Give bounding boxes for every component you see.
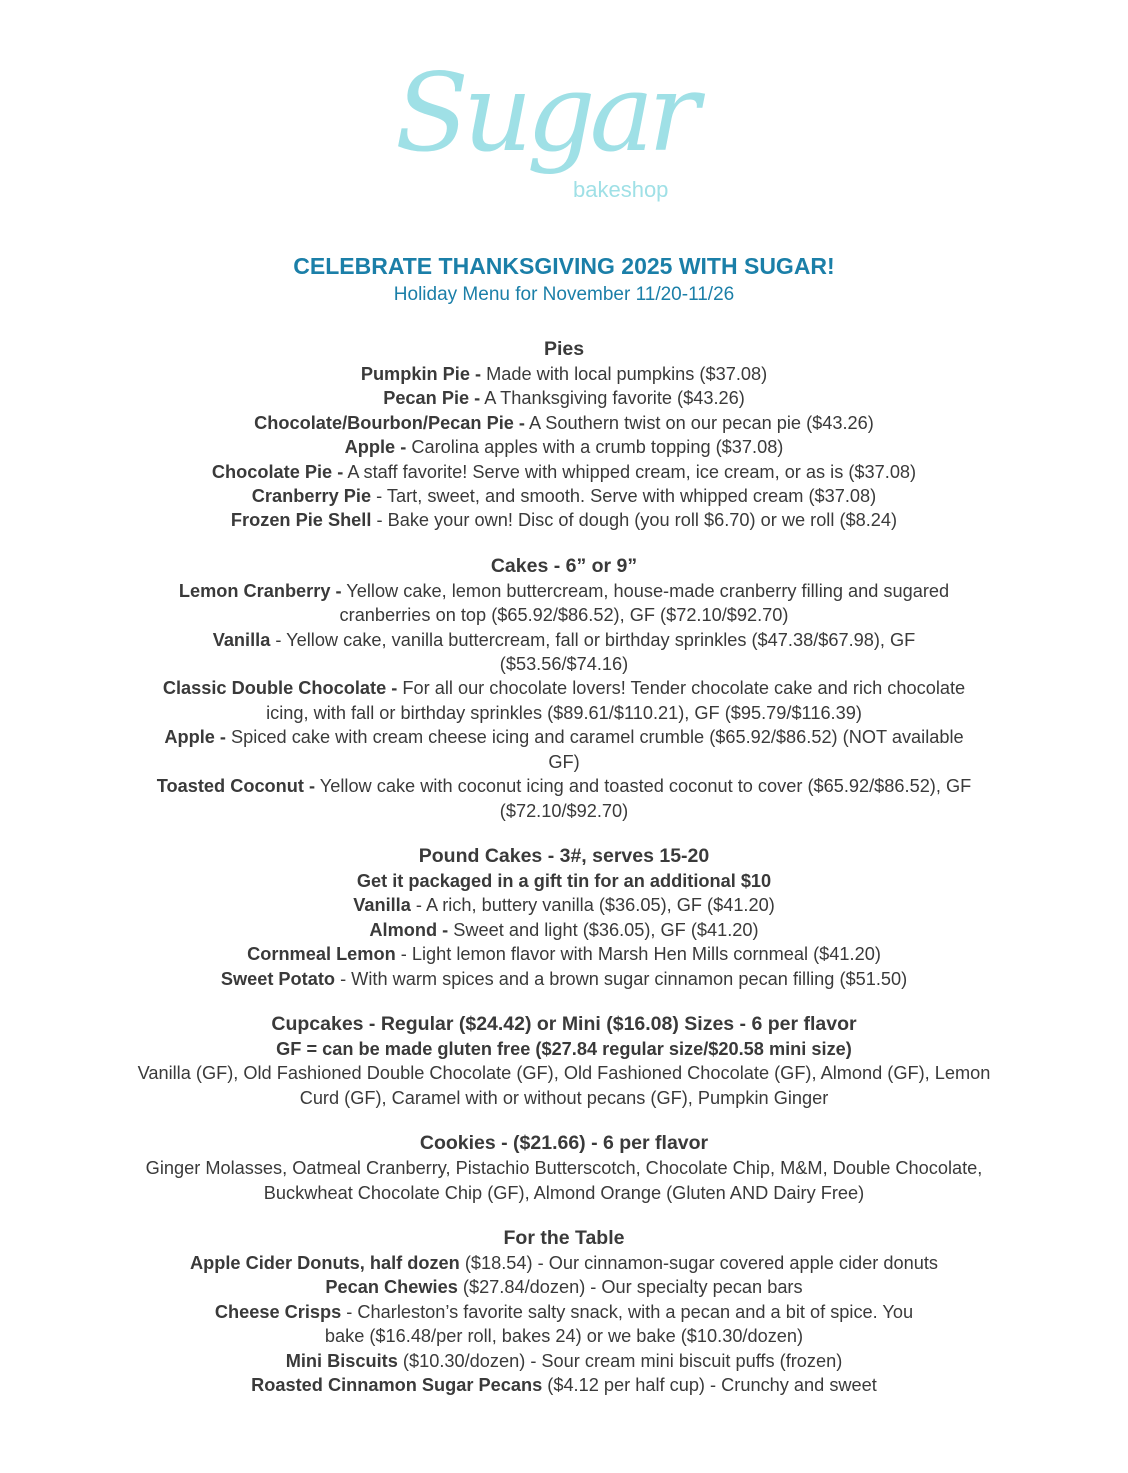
- item-name: Lemon Cranberry -: [178, 580, 342, 601]
- section-note: Get it packaged in a gift tin for an additional $10: [356, 870, 772, 891]
- item-description: Sweet and light ($36.05), GF ($41.20): [448, 919, 759, 940]
- menu-item: [0, 362, 1128, 386]
- item-description: - A rich, buttery vanilla ($36.05), GF ($41.20): [410, 895, 775, 916]
- section-cookies: [0, 1130, 1128, 1205]
- item-description: Carolina apples with a crumb topping ($37.08): [406, 437, 784, 458]
- item-description: - With warm spices and a brown sugar cinnamon pecan filling ($51.50): [335, 968, 908, 989]
- item-description: A Thanksgiving favorite ($43.26): [480, 388, 745, 409]
- sugar-bakeshop-logo: [395, 51, 695, 208]
- menu-item: [214, 1300, 914, 1349]
- item-description: ($10.30/dozen) - Sour cream mini biscuit puffs (frozen): [397, 1350, 843, 1371]
- section-title: For the Table: [503, 1226, 625, 1249]
- item-name: Mini Biscuits: [285, 1350, 398, 1371]
- item-name: Chocolate/Bourbon/Pecan Pie -: [254, 412, 525, 433]
- item-name: Apple -: [164, 727, 226, 748]
- item-description: Spiced cake with cream cheese icing and caramel crumble ($65.92/$86.52) (NOT available GF): [225, 727, 964, 772]
- page-title: CELEBRATE THANKSGIVING 2025 WITH SUGAR!: [293, 253, 835, 279]
- menu-item: [149, 774, 979, 823]
- menu-item: [0, 484, 1128, 508]
- item-description: - Bake your own! Disc of dough (you roll $6.70) or we roll ($8.24): [371, 510, 898, 531]
- menu-item: [0, 435, 1128, 459]
- menu-item: [0, 1251, 1128, 1275]
- item-name: Apple Cider Donuts, half dozen: [190, 1252, 460, 1273]
- item-name: Pumpkin Pie -: [360, 364, 482, 384]
- item-description: - Yellow cake, vanilla buttercream, fall or birthday sprinkles ($47.38/$67.98), GF ($53.56/$74.16): [270, 629, 916, 675]
- item-name: Vanilla: [353, 895, 411, 916]
- menu-item: [149, 676, 979, 725]
- section-note: GF = can be made gluten free ($27.84 regular size/$20.58 mini size): [276, 1038, 852, 1059]
- menu-item: [0, 893, 1128, 917]
- menu-item: [0, 411, 1128, 435]
- section-title: Pound Cakes - 3#, serves 15-20: [418, 844, 710, 867]
- item-name: Almond -: [369, 919, 449, 940]
- item-name: Sweet Potato: [220, 968, 336, 989]
- item-description: - Tart, sweet, and smooth. Serve with whipped cream ($37.08): [371, 486, 877, 507]
- item-name: Pecan Chewies: [325, 1277, 458, 1298]
- menu-item: [0, 508, 1128, 532]
- menu-item: [0, 1275, 1128, 1299]
- item-description: Yellow cake, lemon buttercream, house-made cranberry filling and sugared cranberries on top ($65.92/$86.52), GF ($72.10/$92.70): [339, 580, 950, 626]
- page-subtitle: Holiday Menu for November 11/20-11/26: [393, 284, 735, 305]
- item-name: Apple -: [344, 437, 407, 458]
- item-description: ($4.12 per half cup) - Crunchy and sweet: [542, 1375, 877, 1395]
- item-name: Classic Double Chocolate -: [162, 678, 398, 699]
- menu-item: [0, 942, 1128, 966]
- section-cupcakes: [0, 1011, 1128, 1110]
- logo-subtitle: bakeshop: [573, 177, 669, 202]
- section-pound-cakes: [0, 843, 1128, 991]
- item-description: A staff favorite! Serve with whipped cream, ice cream, or as is ($37.08): [343, 461, 917, 482]
- section-title: Cakes - 6” or 9”: [490, 554, 638, 577]
- menu-item: [149, 579, 979, 628]
- item-description: Made with local pumpkins ($37.08): [481, 364, 768, 384]
- flavor-list: Ginger Molasses, Oatmeal Cranberry, Pistachio Butterscotch, Chocolate Chip, M&M, Double Chocolate, Buckwheat Chocolate Chip (GF), Almond Orange (Gluten AND Dairy Free): [145, 1158, 983, 1203]
- item-description: A Southern twist on our pecan pie ($43.26): [525, 412, 874, 433]
- item-description: Yellow cake with coconut icing and toasted coconut to cover ($65.92/$86.52), GF ($72.10/$92.70): [315, 776, 972, 821]
- menu-item: [149, 628, 979, 677]
- section-cakes: [0, 553, 1128, 823]
- item-name: Pecan Pie -: [383, 388, 481, 409]
- menu-item: [0, 1373, 1128, 1397]
- item-name: Cheese Crisps: [214, 1301, 342, 1322]
- menu-item: [0, 967, 1128, 991]
- section-for-the-table: [0, 1225, 1128, 1397]
- item-name: Cornmeal Lemon: [247, 944, 396, 965]
- section-title: Cupcakes - Regular ($24.42) or Mini ($16.08) Sizes - 6 per flavor: [271, 1012, 857, 1035]
- item-name: Roasted Cinnamon Sugar Pecans: [251, 1375, 543, 1395]
- item-name: Vanilla: [212, 629, 271, 650]
- item-description: ($18.54) - Our cinnamon-sugar covered apple cider donuts: [459, 1252, 938, 1273]
- flavor-list: Vanilla (GF), Old Fashioned Double Chocolate (GF), Old Fashioned Chocolate (GF), Almond (GF), Lemon Curd (GF), Caramel with or without pecans (GF), Pumpkin Ginger: [137, 1063, 991, 1108]
- item-description: ($27.84/dozen) - Our specialty pecan bars: [457, 1277, 803, 1298]
- menu-item: [149, 725, 979, 774]
- section-title: Cookies - ($21.66) - 6 per flavor: [419, 1132, 709, 1155]
- item-name: Frozen Pie Shell: [230, 510, 372, 531]
- item-description: For all our chocolate lovers! Tender chocolate cake and rich chocolate icing, with fall or birthday sprinkles ($89.61/$110.21), GF ($95.79/$116.39): [266, 678, 966, 723]
- item-name: Cranberry Pie: [251, 486, 372, 507]
- section-title: Pies: [543, 338, 585, 360]
- item-name: Chocolate Pie -: [211, 461, 344, 482]
- menu-item: [0, 386, 1128, 410]
- menu-item: [0, 918, 1128, 942]
- item-description: - Light lemon flavor with Marsh Hen Mills cornmeal ($41.20): [395, 944, 881, 965]
- section-pies: [0, 336, 1128, 533]
- menu-item: [0, 460, 1128, 484]
- logo-wordmark: Sugar: [395, 51, 694, 176]
- item-name: Toasted Coconut -: [156, 776, 316, 797]
- item-description: - Charleston’s favorite salty snack, with a pecan and a bit of spice. You bake ($16.48/per roll, bakes 24) or we bake ($10.30/dozen): [324, 1301, 914, 1347]
- holiday-menu: [0, 336, 1128, 1417]
- menu-item: [0, 1349, 1128, 1373]
